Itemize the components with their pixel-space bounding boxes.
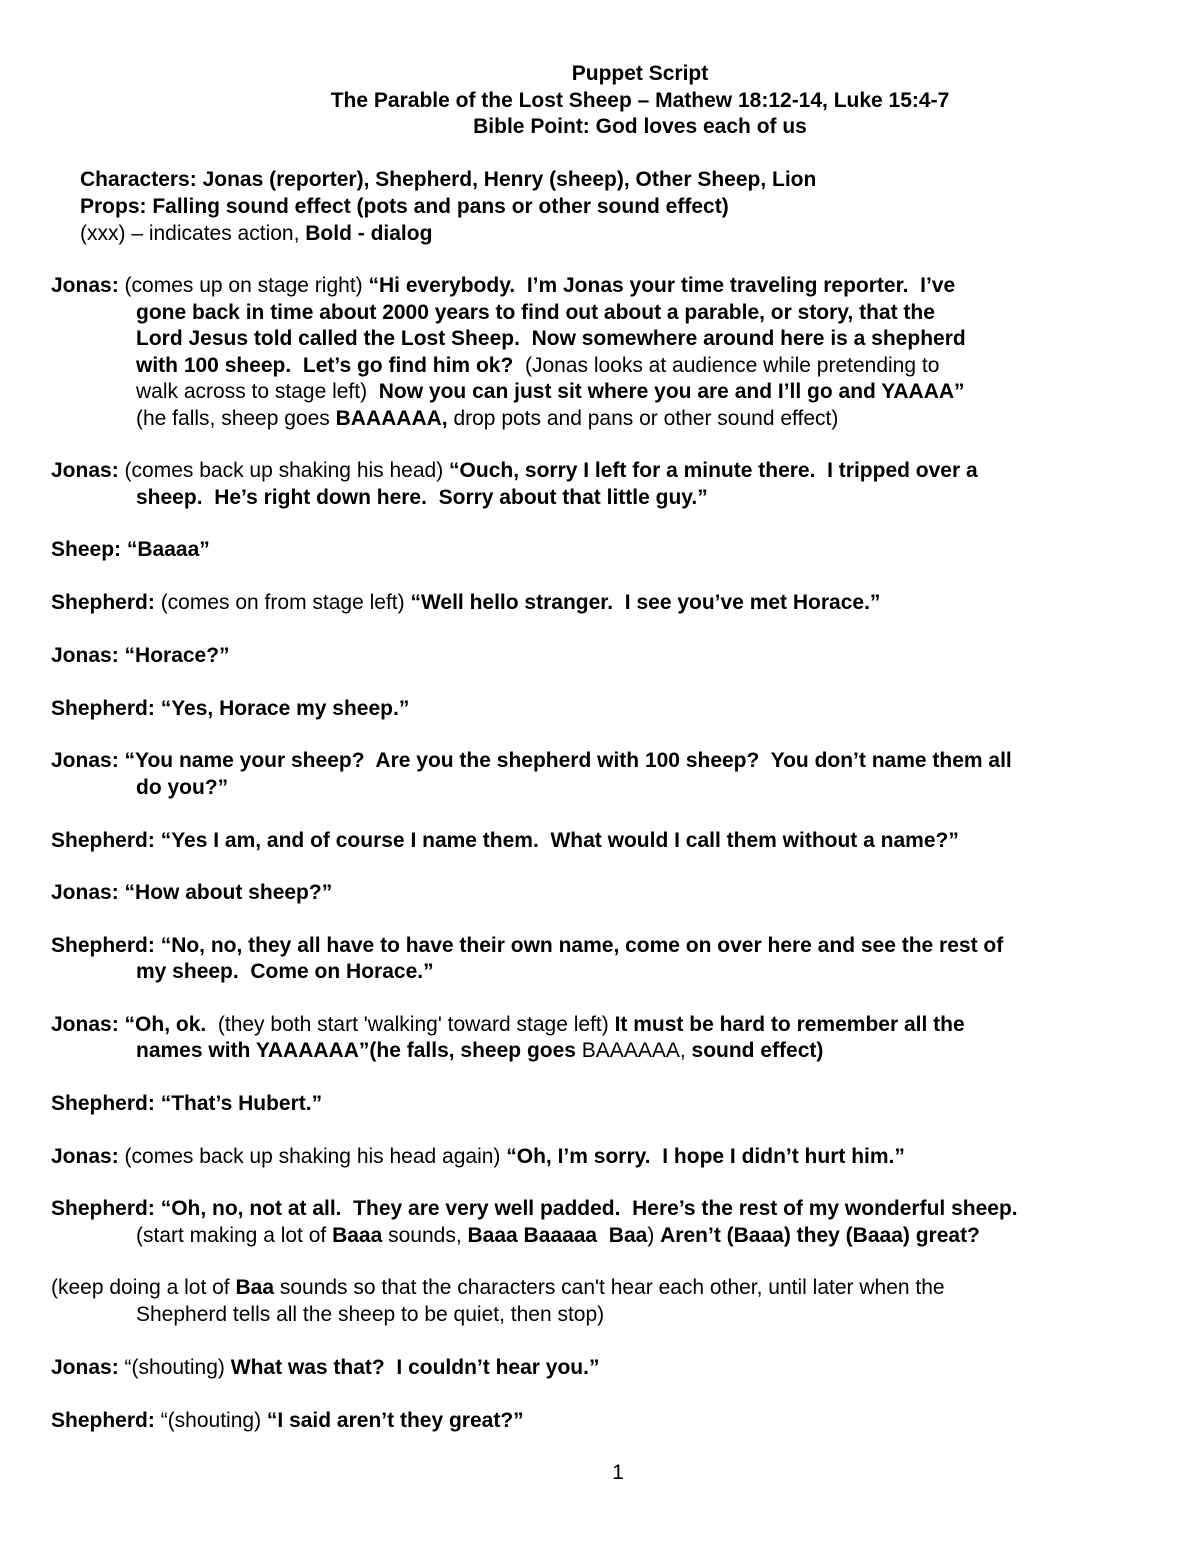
- stage-direction: sounds so that the characters can't hear each other, until later when the: [274, 1276, 945, 1299]
- dialog-text: gone back in time about 2000 years to find out about a parable, or story, that the: [136, 301, 935, 324]
- stage-direction: (comes on from stage left): [160, 591, 411, 614]
- legend-action: (xxx) – indicates action,: [80, 222, 306, 245]
- dialog-text: my sheep. Come on Horace.”: [136, 960, 434, 983]
- script-line: [51, 643, 230, 670]
- dialog-text: “Oh, no, not at all. They are very well padded. Here’s the rest of my wonderful sheep.: [160, 1197, 1018, 1220]
- props-label: Props:: [80, 195, 153, 218]
- legend-line: [80, 221, 432, 248]
- quote-mark: “: [160, 1409, 168, 1432]
- sound-effect: Baa: [235, 1276, 274, 1299]
- stage-direction: (comes up on stage right): [124, 274, 369, 297]
- script-line: [136, 353, 939, 380]
- dialog-text: “Yes, Horace my sheep.”: [160, 697, 410, 720]
- stage-direction: walk across to stage left): [136, 380, 379, 403]
- speaker-label: Jonas:: [51, 1013, 125, 1036]
- script-line: [51, 828, 959, 855]
- stage-direction: ): [647, 1224, 661, 1247]
- stage-direction: (keep doing a lot of: [51, 1276, 236, 1299]
- dialog-text: “Baaaa”: [126, 538, 210, 561]
- script-line: [51, 933, 1003, 960]
- stage-direction: (comes back up shaking his head again): [124, 1145, 507, 1168]
- speaker-label: Jonas:: [51, 1145, 125, 1168]
- script-line: [51, 1355, 599, 1382]
- dialog-text: Aren’t (Baaa) they (Baaa) great?: [660, 1224, 980, 1247]
- stage-direction: (shouting): [167, 1409, 267, 1432]
- characters-list: Jonas (reporter), Shepherd, Henry (sheep), Other Sheep, Lion: [202, 168, 817, 191]
- stage-direction: (Jonas looks at audience while pretending to: [524, 354, 940, 377]
- script-line: [51, 537, 210, 564]
- dialog-text: “How about sheep?”: [124, 881, 333, 904]
- speaker-label: Shepherd:: [51, 1197, 161, 1220]
- stage-direction: Shepherd tells all the sheep to be quiet, then stop): [136, 1303, 605, 1326]
- script-line: [51, 1144, 905, 1171]
- speaker-label: Jonas:: [51, 274, 125, 297]
- script-line: [136, 1038, 823, 1065]
- document-title: Puppet Script: [571, 62, 709, 85]
- speaker-label: Jonas:: [51, 749, 125, 772]
- dialog-text: Lord Jesus told called the Lost Sheep. Now somewhere around here is a shepherd: [136, 327, 966, 350]
- dialog-text: names with YAAAAAA”(he falls, sheep goes: [136, 1039, 582, 1062]
- script-line: [51, 1408, 524, 1435]
- stage-direction: sounds,: [382, 1224, 468, 1247]
- speaker-label: Jonas:: [51, 459, 125, 482]
- stage-direction: drop pots and pans or other sound effect): [447, 407, 839, 430]
- dialog-text: “Ouch, sorry I left for a minute there. I tripped over a: [449, 459, 978, 482]
- props-list: Falling sound effect (pots and pans or other sound effect): [152, 195, 729, 218]
- document-subtitle: The Parable of the Lost Sheep – Mathew 18:12-14, Luke 15:4-7: [330, 89, 950, 112]
- dialog-text: “I said aren’t they great?”: [266, 1409, 524, 1432]
- script-line: [51, 696, 409, 723]
- dialog-text: “No, no, they all have to have their own name, come on over here and see the rest of: [160, 934, 1004, 957]
- bible-point: Bible Point: God loves each of us: [473, 115, 807, 138]
- sound-effect: BAAAAAA,: [335, 407, 448, 430]
- script-line: [51, 1196, 1018, 1223]
- dialog-text: do you?”: [136, 776, 229, 799]
- characters-line: [80, 167, 816, 194]
- stage-direction: (comes back up shaking his head): [124, 459, 450, 482]
- script-line: [136, 406, 838, 433]
- speaker-label: Jonas:: [51, 1356, 125, 1379]
- quote-mark: “: [124, 1356, 132, 1379]
- speaker-label: Jonas:: [51, 644, 125, 667]
- sound-effect: BAAAAAA,: [581, 1039, 686, 1062]
- speaker-label: Shepherd:: [51, 1409, 161, 1432]
- dialog-text: sheep. He’s right down here. Sorry about that little guy.”: [136, 486, 708, 509]
- speaker-label: Jonas:: [51, 881, 125, 904]
- stage-direction: (start making a lot of: [136, 1224, 333, 1247]
- dialog-text: “Horace?”: [124, 644, 230, 667]
- dialog-text: It must be hard to remember all the: [614, 1013, 965, 1036]
- stage-direction: (shouting): [131, 1356, 231, 1379]
- speaker-label: Sheep:: [51, 538, 127, 561]
- script-line: [51, 273, 955, 300]
- speaker-label: Shepherd:: [51, 591, 161, 614]
- dialog-text: “Well hello stranger. I see you’ve met Horace.”: [410, 591, 881, 614]
- stage-direction: (he falls, sheep goes: [136, 407, 336, 430]
- script-line: [51, 880, 332, 907]
- script-line: [51, 1091, 322, 1118]
- dialog-text: “Oh, ok.: [124, 1013, 218, 1036]
- dialog-text: “Yes I am, and of course I name them. What would I call them without a name?”: [160, 829, 959, 852]
- characters-label: Characters:: [80, 168, 203, 191]
- speaker-label: Shepherd:: [51, 829, 161, 852]
- script-line: [51, 1012, 965, 1039]
- dialog-text: What was that? I couldn’t hear you.”: [230, 1356, 600, 1379]
- dialog-text: “You name your sheep? Are you the shepherd with 100 sheep? You don’t name them all: [124, 749, 1012, 772]
- speaker-label: Shepherd:: [51, 697, 161, 720]
- speaker-label: Shepherd:: [51, 1092, 161, 1115]
- sound-effect: Baaa Baaaaa Baa: [467, 1224, 648, 1247]
- dialog-text: “That’s Hubert.”: [160, 1092, 323, 1115]
- script-line: [136, 379, 965, 406]
- dialog-text: “Oh, I’m sorry. I hope I didn’t hurt him.”: [506, 1145, 905, 1168]
- dialog-text: “Hi everybody. I’m Jonas your time traveling reporter. I’ve: [368, 274, 956, 297]
- script-line: [136, 1223, 980, 1250]
- speaker-label: Shepherd:: [51, 934, 161, 957]
- script-line: [51, 1275, 945, 1302]
- dialog-text: Now you can just sit where you are and I’ll go and YAAAA”: [378, 380, 965, 403]
- legend-dialog: Bold - dialog: [305, 222, 433, 245]
- dialog-text: with 100 sheep. Let’s go find him ok?: [136, 354, 525, 377]
- script-line: [51, 748, 1012, 775]
- stage-direction: (they both start 'walking' toward stage left): [217, 1013, 615, 1036]
- script-line: [51, 458, 978, 485]
- sound-effect: Baaa: [332, 1224, 383, 1247]
- stage-direction: sound effect): [685, 1039, 824, 1062]
- props-line: [80, 194, 729, 221]
- script-line: [51, 590, 880, 617]
- page-number: 1: [612, 1461, 624, 1484]
